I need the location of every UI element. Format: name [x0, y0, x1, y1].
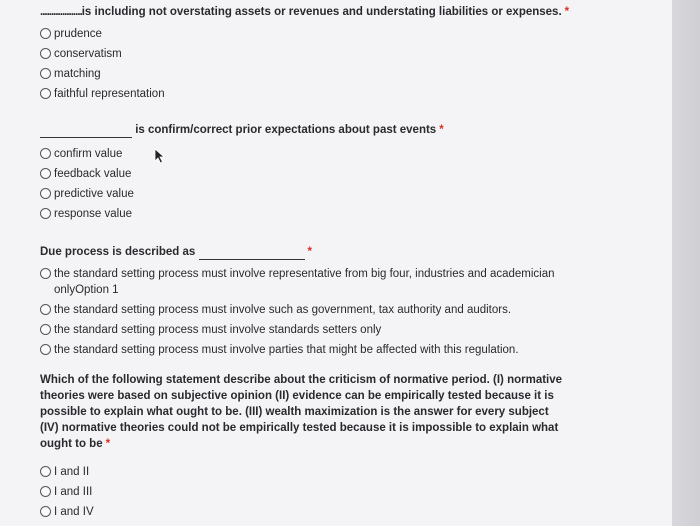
question-1 [40, 4, 640, 102]
question-1-title: ...................is including not overstating assets or revenues and understating liabilities or expenses. * [40, 6, 570, 18]
option-prudence[interactable]: prudence [40, 26, 640, 42]
question-3 [40, 244, 560, 358]
radio-button[interactable] [40, 188, 51, 199]
radio-button[interactable] [40, 486, 51, 497]
option-response-value[interactable]: response value [40, 206, 640, 222]
required-marker: * [564, 6, 570, 18]
option-due-process-1[interactable]: the standard setting process must involve representative from big four, industries and academician onlyOption 1 [40, 266, 560, 298]
radio-button[interactable] [40, 344, 51, 355]
radio-button[interactable] [40, 148, 51, 159]
radio-button[interactable] [40, 304, 51, 315]
question-2-title: is confirm/correct prior expectations about past events * [40, 122, 640, 138]
option-confirm-value[interactable]: confirm value [40, 146, 640, 162]
radio-button[interactable] [40, 48, 51, 59]
required-marker: * [105, 438, 111, 450]
radio-button[interactable] [40, 208, 51, 219]
option-feedback-value[interactable]: feedback value [40, 166, 640, 182]
radio-button[interactable] [40, 28, 51, 39]
radio-button[interactable] [40, 324, 51, 335]
radio-button[interactable] [40, 268, 51, 279]
option-predictive-value[interactable]: predictive value [40, 186, 640, 202]
option-due-process-3[interactable]: the standard setting process must involve standards setters only [40, 322, 560, 338]
radio-button[interactable] [40, 506, 51, 517]
radio-button[interactable] [40, 88, 51, 99]
radio-button[interactable] [40, 68, 51, 79]
question-1-blank: ................... [40, 6, 82, 18]
page-edge [672, 0, 700, 526]
option-faithful-representation[interactable]: faithful representation [40, 86, 640, 102]
question-3-title: Due process is described as * [40, 246, 313, 258]
option-i-and-ii[interactable]: I and II [40, 464, 570, 480]
mouse-cursor-icon [152, 148, 166, 164]
question-3-blank [199, 259, 305, 260]
required-marker: * [307, 246, 313, 258]
option-conservatism[interactable]: conservatism [40, 46, 640, 62]
option-matching[interactable]: matching [40, 66, 640, 82]
question-4-title: Which of the following statement describe about the criticism of normative period. (I) normative theories were based on subjective opinion (II) evidence can be empirically tested because it is possible to explain what ought to be. (III) wealth maximization is the answer for every subject (IV) normative theories could not be empirically tested because it is impossible to explain what ought to be * [40, 374, 563, 450]
question-4 [40, 372, 570, 520]
radio-button[interactable] [40, 168, 51, 179]
radio-button[interactable] [40, 466, 51, 477]
question-2 [40, 122, 640, 222]
question-2-blank [40, 137, 132, 138]
option-i-and-iv[interactable]: I and IV [40, 504, 570, 520]
option-i-and-iii[interactable]: I and III [40, 484, 570, 500]
required-marker: * [439, 124, 444, 136]
option-due-process-4[interactable]: the standard setting process must involve parties that might be affected with this regulation. [40, 342, 560, 358]
option-due-process-2[interactable]: the standard setting process must involve such as government, tax authority and auditors. [40, 302, 560, 318]
